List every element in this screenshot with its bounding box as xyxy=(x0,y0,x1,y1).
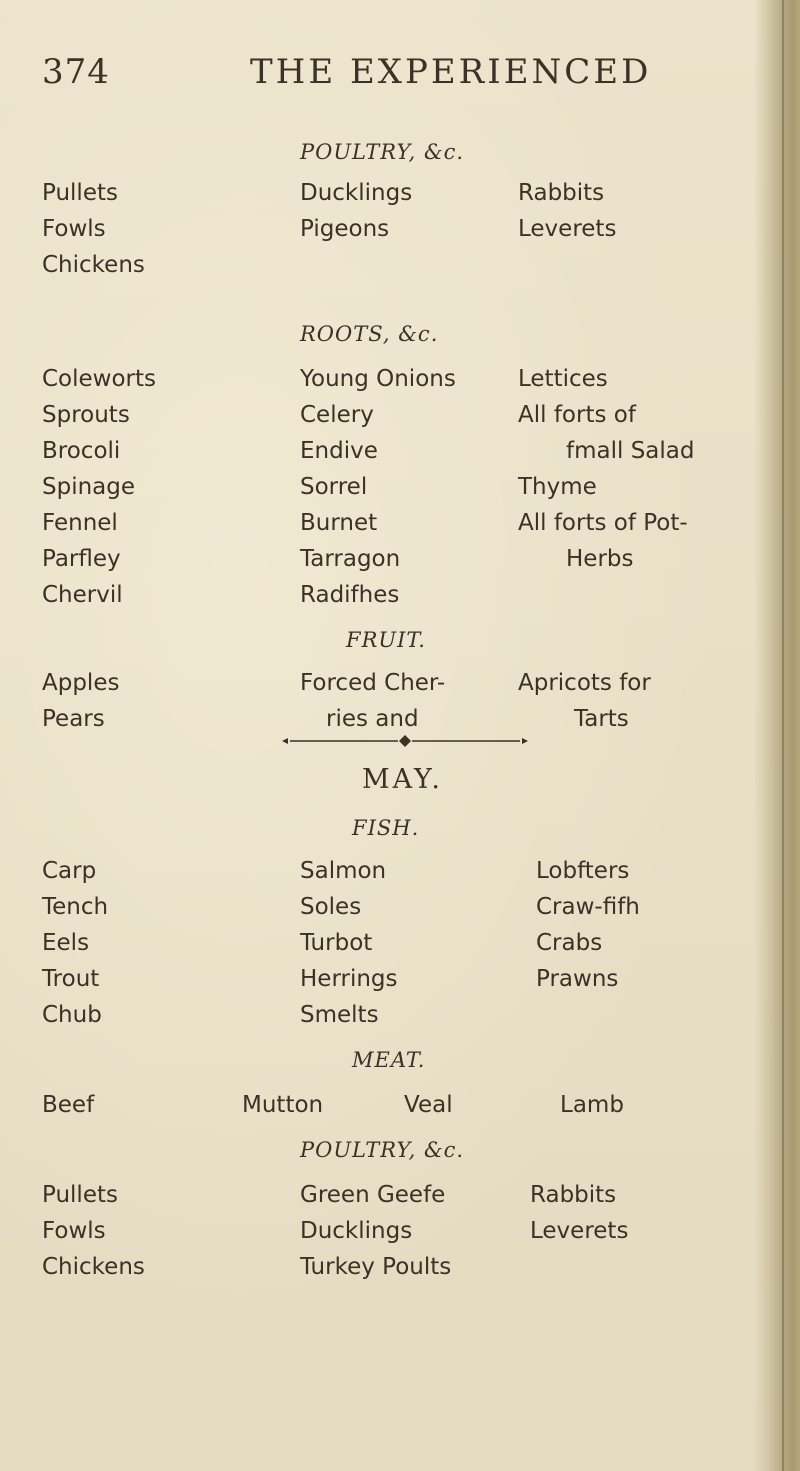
list-item: Smelts xyxy=(300,1002,379,1028)
list-item: All forts of Pot- xyxy=(518,510,688,536)
list-item: Parfley xyxy=(42,546,121,572)
page-number: 374 xyxy=(42,52,110,92)
list-item: Rabbits xyxy=(518,180,605,206)
list-item: All forts of xyxy=(518,402,636,428)
list-item: Beef xyxy=(42,1092,95,1118)
list-item: Brocoli xyxy=(42,438,121,464)
list-item: Salmon xyxy=(300,858,387,884)
list-item: Apricots for xyxy=(518,670,651,696)
list-item: Fowls xyxy=(42,216,106,242)
list-item: Chervil xyxy=(42,582,123,608)
list-item: Crabs xyxy=(536,930,603,956)
list-item: Rabbits xyxy=(530,1182,617,1208)
list-item: Prawns xyxy=(536,966,619,992)
list-item: Herbs xyxy=(566,546,634,572)
list-item: Fennel xyxy=(42,510,118,536)
list-item: Pullets xyxy=(42,1182,118,1208)
list-item: Ducklings xyxy=(300,1218,413,1244)
page-gutter-line xyxy=(782,0,784,1471)
list-item: Pigeons xyxy=(300,216,390,242)
list-item: Apples xyxy=(42,670,120,696)
section-heading-roots: ROOTS, &c. xyxy=(300,322,439,346)
list-item: Trout xyxy=(42,966,100,992)
list-item: Spinage xyxy=(42,474,136,500)
list-item: Herrings xyxy=(300,966,398,992)
list-item: Turbot xyxy=(300,930,373,956)
list-item: Chub xyxy=(42,1002,102,1028)
list-item: Lettices xyxy=(518,366,608,392)
list-item: Craw-fifh xyxy=(536,894,640,920)
section-heading-poultry: POULTRY, &c. xyxy=(300,140,465,164)
section-heading-fruit: FRUIT. xyxy=(346,628,426,652)
list-item: Green Geefe xyxy=(300,1182,446,1208)
list-item: Burnet xyxy=(300,510,378,536)
list-item: Pears xyxy=(42,706,105,732)
section-heading-fish: FISH. xyxy=(352,816,420,840)
list-item: Sorrel xyxy=(300,474,368,500)
list-item: Coleworts xyxy=(42,366,157,392)
list-item: Ducklings xyxy=(300,180,413,206)
list-item: Mutton xyxy=(242,1092,324,1118)
list-item: Lobfters xyxy=(536,858,630,884)
list-item: Chickens xyxy=(42,1254,145,1280)
list-item: Tarragon xyxy=(300,546,401,572)
running-head: THE EXPERIENCED xyxy=(250,52,652,92)
ornament-divider xyxy=(280,734,530,748)
list-item: Celery xyxy=(300,402,374,428)
list-item: Carp xyxy=(42,858,97,884)
list-item: Leverets xyxy=(530,1218,629,1244)
list-item: Lamb xyxy=(560,1092,624,1118)
list-item: Endive xyxy=(300,438,378,464)
list-item: Eels xyxy=(42,930,90,956)
month-title: MAY. xyxy=(362,764,443,795)
list-item: Sprouts xyxy=(42,402,130,428)
list-item: Radifhes xyxy=(300,582,400,608)
list-item: Chickens xyxy=(42,252,145,278)
list-item: Forced Cher- xyxy=(300,670,446,696)
page-edge-shadow xyxy=(754,0,800,1471)
list-item: Fowls xyxy=(42,1218,106,1244)
list-item: Young Onions xyxy=(300,366,456,392)
section-heading-meat: MEAT. xyxy=(352,1048,426,1072)
list-item: Pullets xyxy=(42,180,118,206)
list-item: Veal xyxy=(404,1092,453,1118)
section-heading-poultry: POULTRY, &c. xyxy=(300,1138,465,1162)
list-item: Tench xyxy=(42,894,109,920)
list-item: ries and xyxy=(326,706,419,732)
list-item: fmall Salad xyxy=(566,438,695,464)
list-item: Tarts xyxy=(574,706,629,732)
list-item: Soles xyxy=(300,894,362,920)
list-item: Thyme xyxy=(518,474,597,500)
list-item: Leverets xyxy=(518,216,617,242)
list-item: Turkey Poults xyxy=(300,1254,452,1280)
